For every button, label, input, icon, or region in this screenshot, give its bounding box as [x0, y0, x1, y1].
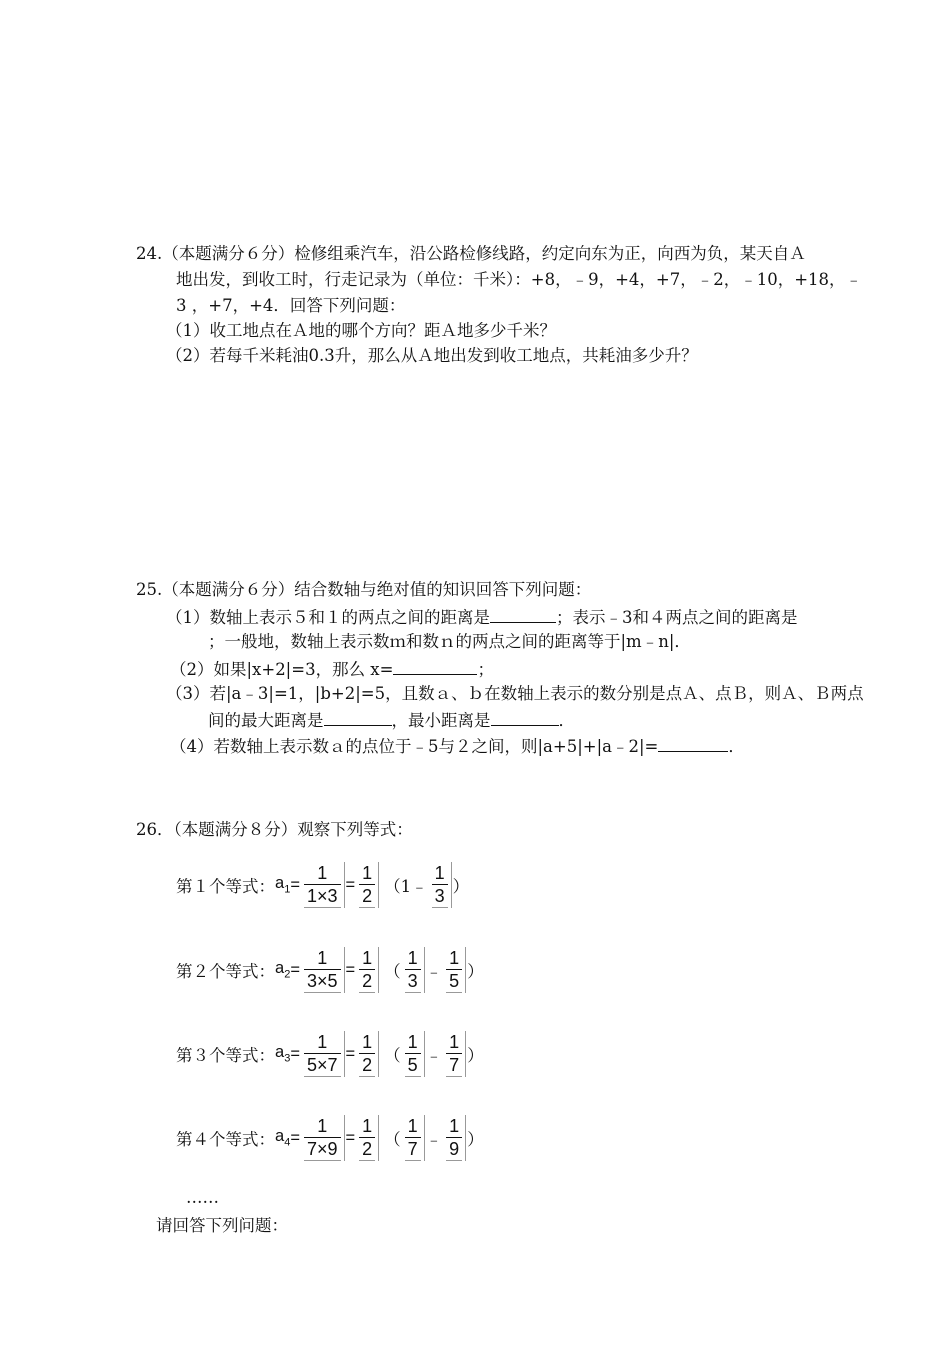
fraction: $\frac{1}{2}$ — [356, 1115, 379, 1161]
equation-3 — [176, 1027, 484, 1081]
eq-close: ） — [467, 1046, 484, 1065]
q25-p4b: ． — [728, 737, 745, 756]
eq-open: （1﹣ — [384, 877, 428, 896]
q25-p1b: ；表示﹣3和４两点之间的距离是 — [556, 608, 798, 627]
q25-p2b: ； — [477, 660, 494, 679]
eq-equals: = — [345, 1044, 356, 1063]
answer-blank-1[interactable] — [490, 604, 556, 623]
eq-label: 第２个等式： — [176, 962, 275, 981]
q25-title: 25.（本题满分６分）结合数轴与绝对值的知识回答下列问题： — [136, 580, 592, 599]
q25-part4 — [170, 733, 745, 759]
eq-open: （ — [384, 1046, 401, 1065]
fraction: $\frac{1}{2}$ — [356, 947, 379, 993]
q25-part3-line2 — [208, 707, 575, 733]
q25-p1a: （1）数轴上表示５和１的两点之间的距离是 — [166, 608, 490, 627]
fraction: $\frac{1}{3\times 5}$ — [301, 947, 345, 993]
answer-blank-4[interactable] — [491, 707, 559, 726]
fraction: $\frac{1}{5}$ — [402, 1031, 425, 1077]
fraction: $\frac{1}{5}$ — [443, 947, 466, 993]
q25-p3b: 间的最大距离是 — [208, 711, 324, 730]
q24-sub1: （1）收工地点在Ａ地的哪个方向？距Ａ地多少千米？ — [166, 321, 556, 340]
fraction: $\frac{1}{3}$ — [429, 862, 452, 908]
eq-var: $a_3$ — [275, 1043, 291, 1065]
eq-label: 第１个等式： — [176, 877, 275, 896]
eq-minus: ﹣ — [425, 962, 443, 981]
answer-blank-3[interactable] — [324, 707, 392, 726]
eq-close: ） — [467, 1130, 484, 1149]
eq-label: 第３个等式： — [176, 1046, 275, 1065]
q26-prompt: 请回答下列问题： — [156, 1216, 288, 1235]
eq-equals: = — [290, 1128, 300, 1147]
q26-title: 26．（本题满分８分）观察下列等式： — [136, 820, 413, 839]
q24-line1: 24.（本题满分６分）检修组乘汽车，沿公路检修线路，约定向东为正，向西为负，某天自Ａ — [136, 244, 806, 263]
eq-close: ） — [452, 877, 470, 896]
eq-var: $a_4$ — [275, 1127, 291, 1149]
fraction: $\frac{1}{2}$ — [356, 862, 379, 908]
q25-p3c: ，最小距离是 — [391, 711, 491, 730]
equation-2 — [176, 943, 484, 997]
eq-equals: = — [345, 875, 356, 894]
q25-p4a: （4）若数轴上表示数ａ的点位于﹣5与２之间，则|a+5|+|a﹣2|= — [170, 737, 659, 756]
fraction: $\frac{1}{1\times 3}$ — [301, 862, 345, 908]
eq-var: $a_2$ — [275, 959, 291, 981]
eq-equals: = — [290, 1044, 300, 1063]
q25-p3d: ． — [558, 711, 575, 730]
answer-blank-5[interactable] — [658, 733, 728, 752]
fraction: $\frac{1}{7\times 9}$ — [301, 1115, 345, 1161]
fraction: $\frac{1}{7}$ — [402, 1115, 425, 1161]
equation-1 — [176, 858, 469, 912]
eq-equals: = — [345, 1128, 356, 1147]
q24-line3: 3 ，+7，+4．回答下列问题： — [176, 296, 406, 315]
ellipsis: …… — [186, 1188, 219, 1207]
eq-equals: = — [345, 960, 356, 979]
q25-p2a: （2）如果|x+2|=3，那么 x= — [170, 660, 394, 679]
q25-p3a: （3）若|a﹣3|=1，|b+2|=5，且数ａ、ｂ在数轴上表示的数分别是点Ａ、点Ｂ，则Ａ、Ｂ两点 — [166, 684, 864, 703]
fraction: $\frac{1}{9}$ — [443, 1115, 466, 1161]
eq-open: （ — [384, 962, 401, 981]
eq-minus: ﹣ — [425, 1046, 443, 1065]
equation-4 — [176, 1111, 484, 1165]
answer-blank-2[interactable] — [393, 656, 477, 675]
eq-var: $a_1$ — [275, 874, 291, 896]
fraction: $\frac{1}{3}$ — [402, 947, 425, 993]
q24-sub2: （2）若每千米耗油0.3升，那么从Ａ地出发到收工地点，共耗油多少升？ — [166, 346, 698, 365]
eq-close: ） — [467, 962, 484, 981]
eq-minus: ﹣ — [425, 1130, 443, 1149]
eq-label: 第４个等式： — [176, 1130, 275, 1149]
eq-open: （ — [384, 1130, 401, 1149]
fraction: $\frac{1}{2}$ — [356, 1031, 379, 1077]
q24-line2: 地出发，到收工时，行走记录为（单位：千米）：+8，﹣9，+4，+7，﹣2，﹣10，+18，﹣ — [176, 270, 863, 289]
q25-part2 — [170, 656, 494, 682]
eq-equals: = — [290, 875, 300, 894]
eq-equals: = — [290, 960, 300, 979]
fraction: $\frac{1}{7}$ — [443, 1031, 466, 1077]
fraction: $\frac{1}{5\times 7}$ — [301, 1031, 345, 1077]
q25-part1-line1 — [166, 604, 798, 630]
q25-p1c: ；一般地，数轴上表示数ｍ和数ｎ的两点之间的距离等于|m﹣n|． — [208, 632, 691, 651]
